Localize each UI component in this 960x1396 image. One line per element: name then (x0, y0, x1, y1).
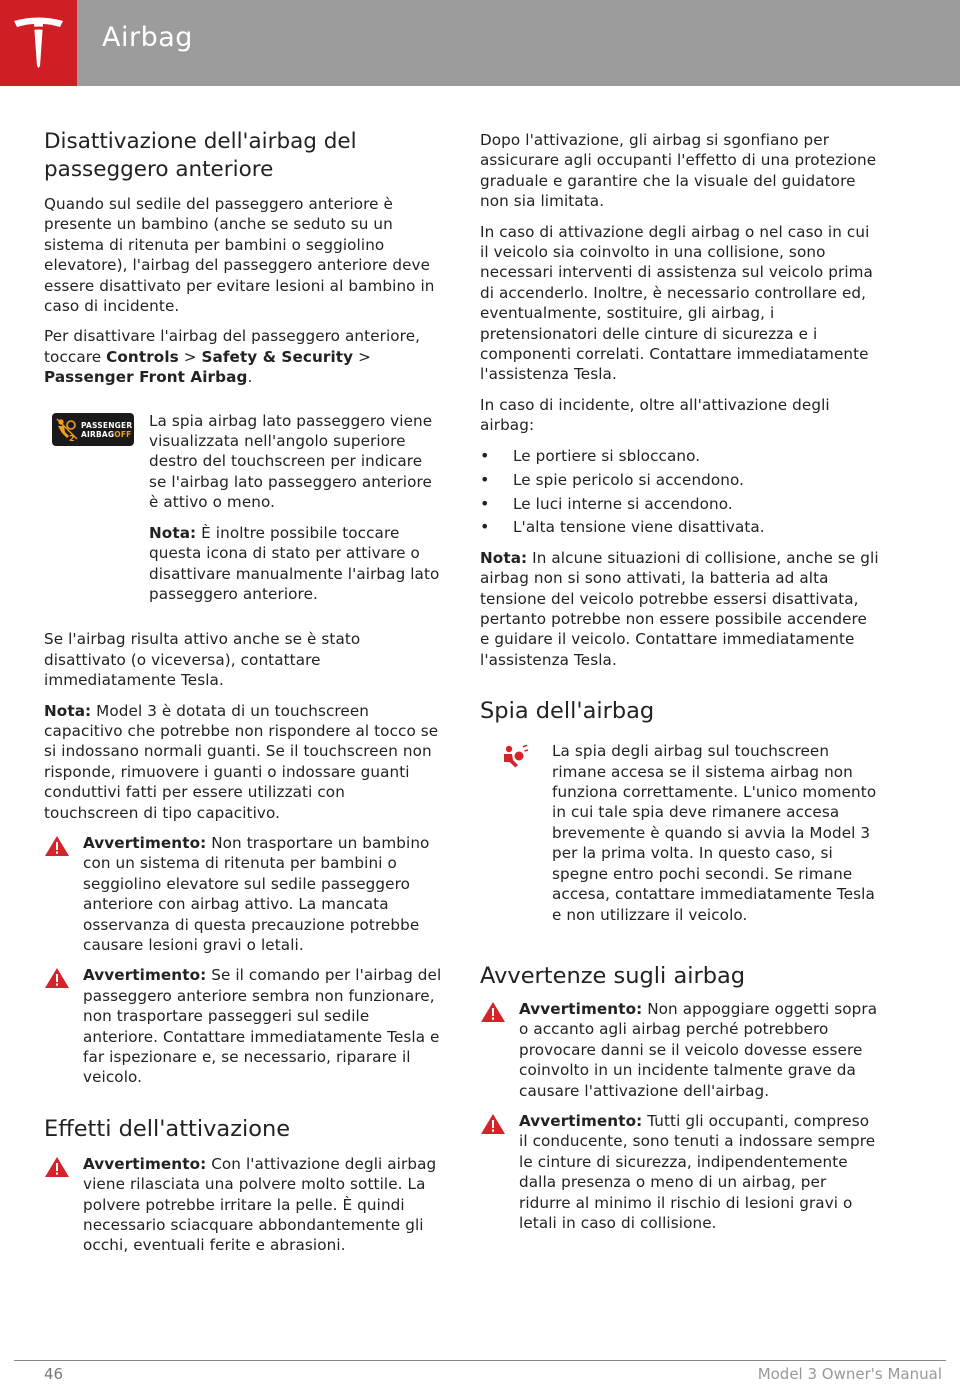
step-passenger-front-airbag: Passenger Front Airbag (44, 368, 248, 387)
list-item: • Le portiere si sbloccano. (480, 445, 701, 465)
warning-triangle-icon (480, 1001, 506, 1023)
airbag-light-text: La spia degli airbag sul touchscreen rimane accesa se il sistema airbag non funziona correttamente. L'unico momento in cui tale spia deve rimanere accesa brevemente è quando si avvia la Model 3 per la prima volta. In questo caso, si spegne entro pochi secondi. Se rimane accesa, contattare immediatamente Tesla e non utilizzare il veicolo. (552, 742, 877, 924)
tesla-logo-icon (13, 16, 64, 69)
list-item: • Le luci interne si accendono. (480, 493, 733, 513)
note-touchscreen-gloves: Nota: Model 3 è dotata di un touchscreen capacitivo che potrebbe non rispondere al tocco se si indossano normali guanti. Se il touchscreen non risponde, rimuovere i guanti o indossare guanti conduttivi fatti per essere utilizzati con touchscreen di tipo capacitivo. (44, 701, 439, 822)
svg-text:2: 2 (69, 433, 75, 442)
airbag-warning-light-icon (500, 745, 528, 771)
passenger-airbag-icon-text: La spia airbag lato passeggero viene visualizzata nell'angolo superiore destro del touchscreen per indicare se l'airbag lato passeggero anteriore è attivo o meno. (149, 411, 433, 512)
page-number: 46 (44, 1365, 64, 1383)
heading-airbag-light: Spia dell'airbag (480, 698, 655, 725)
heading-disable-passenger-airbag: Disattivazione dell'airbag del passeggero anteriore (44, 129, 357, 182)
warning-objects-near-airbags: Avvertimento: Non appoggiare oggetti sopra o accanto agli airbag perché potrebbero provocare danni se il veicolo dovesse essere coinvolto in un incidente talmente grave da causare l'attivazione dell'airbag. (480, 999, 880, 1101)
warning-airbag-dust: Avvertimento: Con l'attivazione degli airbag viene rilasciata una polvere molto sottile. La polvere potrebbe irritare la pelle. È quindi necessario sciacquare abbondantemente gli occhi, eventuali ferite e abrasioni. (44, 1154, 444, 1256)
footer-divider (14, 1360, 946, 1361)
passenger-airbag-icon-block (44, 411, 444, 605)
heading-airbag-warnings: Avvertenze sugli airbag (480, 962, 746, 989)
paragraph-child-seat: Quando sul sedile del passeggero anteriore è presente un bambino (anche se seduto su un sistema di ritenuta per bambini o seggiolino elevatore), l'airbag del passeggero anteriore deve essere disattivato per evitare lesioni al bambino in caso di incidente. (44, 195, 435, 316)
paragraph-accident: In caso di incidente, oltre all'attivazione degli airbag: (480, 395, 830, 435)
heading-activation-effects: Effetti dell'attivazione (44, 1115, 291, 1142)
warning-control-not-working: Avvertimento: Se il comando per l'airbag del passeggero anteriore sembra non funzionare, non trasportare passeggeri sul sedile anteriore. Contattare immediatamente Tesla e far ispezionare e, se necessario, riparare il veicolo. (44, 965, 444, 1087)
list-item: • Le spie pericolo si accendono. (480, 469, 745, 489)
list-item: • L'alta tensione viene disattivata. (480, 517, 765, 537)
warning-triangle-icon (480, 1113, 506, 1135)
warning-triangle-icon (44, 967, 70, 989)
warning-triangle-icon (44, 1156, 70, 1178)
step-safety-security: Safety & Security (201, 347, 354, 366)
paragraph-deflate: Dopo l'attivazione, gli airbag si sgonfiano per assicurare agli occupanti l'effetto di una protezione graduale e garantire che la visuale del guidatore non sia limitata. (480, 131, 877, 211)
page-header (0, 0, 960, 86)
paragraph-service-required: In caso di attivazione degli airbag o nel caso in cui il veicolo sia coinvolto in una collisione, sono necessari interventi di assistenza sul veicolo prima di accenderlo. Inoltre, è necessario controllare ed, eventualmente, sostituire, gli airbag, i pretensionatori delle cinture di sicurezza e i componenti correlati. Contattare immediatamente l'assistenza Tesla. (480, 222, 873, 384)
warning-triangle-icon (44, 835, 70, 857)
warning-seat-belts: Avvertimento: Tutti gli occupanti, compreso il conducente, sono tenuti a indossare sempre le cinture di sicurezza, indipendentemente dalla presenza o meno di un airbag, per ridurre al minimo il rischio di lesioni gravi o letali in caso di collisione. (480, 1111, 880, 1233)
paragraph-still-active: Se l'airbag risulta attivo anche se è stato disattivato (o viceversa), contattare immediatamente Tesla. (44, 630, 361, 690)
left-column (44, 128, 444, 1256)
passenger-airbag-icon-note: Nota: È inoltre possibile toccare questa icona di stato per attivare o disattivare manualmente l'airbag lato passeggero anteriore. (149, 523, 440, 603)
page-title: Airbag (102, 22, 193, 53)
step-controls: Controls (106, 347, 179, 366)
paragraph-disable-steps: Per disattivare l'airbag del passeggero anteriore, toccare Controls > Safety & Security > Passenger Front Airbag. (44, 327, 421, 387)
tesla-logo (0, 0, 77, 86)
seat-airbag-icon (55, 417, 79, 442)
passenger-airbag-off-icon: 2 PASSENGER AIRBAGOFF (52, 413, 134, 446)
warning-child-seat: Avvertimento: Non trasportare un bambino con un sistema di ritenuta per bambini o seggiolino elevatore sul sedile passeggero anteriore con airbag attivo. La mancata osservanza di questa precauzione potrebbe causare lesioni gravi o letali. (44, 833, 444, 955)
airbag-light-block (480, 741, 880, 925)
manual-title: Model 3 Owner's Manual (757, 1365, 942, 1383)
right-column (480, 128, 880, 1233)
note-high-voltage: Nota: In alcune situazioni di collisione, anche se gli airbag non si sono attivati, la batteria ad alta tensione del veicolo potrebbe essersi disattivata, pertanto potrebbe non essere possibile accendere e guidare il veicolo. Contattare immediatamente l'assistenza Tesla. (480, 548, 879, 669)
accident-list (480, 446, 880, 538)
